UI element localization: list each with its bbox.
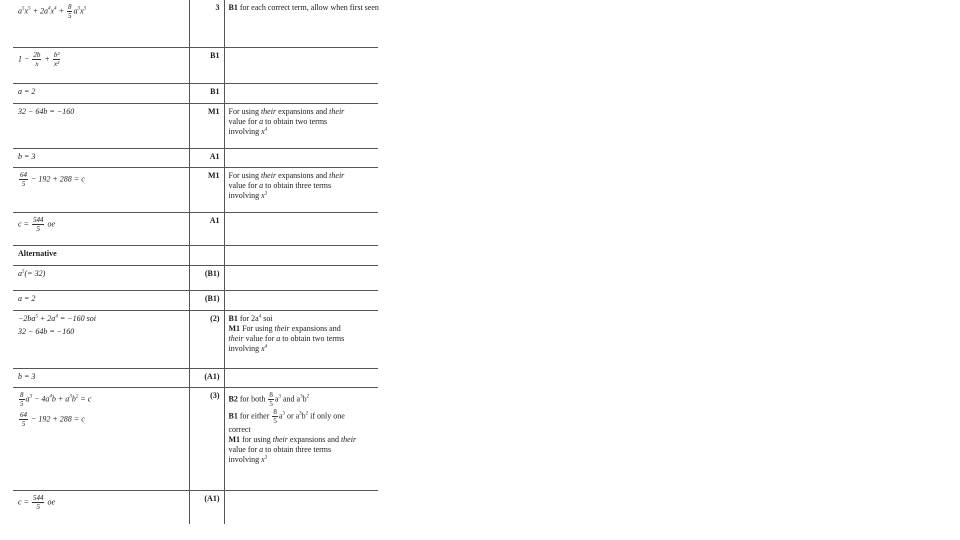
mark-scheme-table <box>13 0 378 524</box>
answer-cell <box>13 148 189 167</box>
mark-cell: M1 <box>189 103 224 148</box>
answer-cell <box>13 387 189 490</box>
answer-cell <box>13 167 189 212</box>
guidance-line: involving $x^3$ <box>228 190 268 200</box>
answer-cell <box>13 368 189 387</box>
mark-cell: B1 <box>189 47 224 83</box>
mark-cell: B1 <box>189 83 224 103</box>
answer-cell <box>13 47 189 83</box>
table-row <box>13 83 378 103</box>
guidance-cell <box>224 148 378 167</box>
table-row <box>13 167 378 212</box>
guidance-cell <box>224 167 378 212</box>
mark-cell: (2) <box>189 310 224 368</box>
table-row <box>13 368 378 387</box>
mark-cell: (B1) <box>189 290 224 310</box>
guidance-cell <box>224 0 378 47</box>
guidance-line: value for a to obtain three terms <box>228 444 332 454</box>
fraction: $\frac{544}{5}$ <box>32 215 44 233</box>
fraction: $\frac{64}{5}$ <box>20 170 27 188</box>
guidance-line: value for a to obtain two terms <box>228 116 328 126</box>
table-row <box>13 387 378 490</box>
mark-cell: A1 <box>189 212 224 245</box>
table-row <box>13 103 378 148</box>
mark-cell: (3) <box>189 387 224 490</box>
fraction: $\frac{8}{5}$ <box>20 390 24 408</box>
answer-cell <box>13 0 189 47</box>
table-row <box>13 212 378 245</box>
guidance-line: For using their expansions and their <box>228 170 345 180</box>
guidance-cell <box>224 265 378 290</box>
guidance-line: M1 for using their expansions and their <box>228 434 357 444</box>
guidance-cell <box>224 310 378 368</box>
answer-line: $a^5(= 32)$ <box>18 268 46 278</box>
guidance-cell <box>224 387 378 490</box>
answer-cell <box>13 310 189 368</box>
guidance-line: involving $x^4$ <box>228 126 268 136</box>
table-row <box>13 490 378 524</box>
guidance-cell <box>224 47 378 83</box>
mark-cell: (A1) <box>189 368 224 387</box>
guidance-cell <box>224 368 378 387</box>
guidance-cell <box>224 290 378 310</box>
answer-line: $a^5x^5 + 2a^4x^4$ + $\frac{8}{5}$ $a^3x^3$ <box>18 3 86 20</box>
answer-line: Alternative <box>18 248 57 258</box>
answer-line: a = 2 <box>18 86 36 96</box>
answer-line: $\frac{64}{5}$ − 192 + 288 = c <box>20 410 85 428</box>
answer-cell <box>13 103 189 148</box>
fraction: $\frac{8}{5}$ <box>67 3 72 20</box>
guidance-cell <box>224 490 378 524</box>
answer-line: $\frac{64}{5}$ − 192 + 288 = c <box>20 170 85 188</box>
mark-scheme <box>13 0 378 524</box>
answer-line: $\frac{8}{5}$ $a^3 - 4a^4b + a^3b^2 = c$ <box>20 390 92 408</box>
guidance-line: B2 for both $\frac{8}{5}$ $a^3$ and $a^3b^2$ <box>228 390 310 408</box>
guidance-line: correct <box>228 424 251 434</box>
table-row <box>13 290 378 310</box>
mark-scheme-body <box>13 0 378 524</box>
answer-line: b = 3 <box>18 151 36 161</box>
answer-cell <box>13 212 189 245</box>
guidance-cell <box>224 103 378 148</box>
mark-cell: (A1) <box>189 490 224 524</box>
answer-cell <box>13 83 189 103</box>
mark-cell <box>189 245 224 265</box>
answer-cell <box>13 290 189 310</box>
mark-cell: A1 <box>189 148 224 167</box>
fraction: $\frac{64}{5}$ <box>20 410 27 428</box>
answer-line: c = $\frac{544}{5}$ oe <box>18 215 56 233</box>
mark-cell: M1 <box>189 167 224 212</box>
mark-cell: (B1) <box>189 265 224 290</box>
fraction: $\frac{8}{5}$ <box>269 390 273 408</box>
guidance-line: M1 For using their expansions and <box>228 323 341 333</box>
table-row <box>13 245 378 265</box>
mark-cell: 3 <box>189 0 224 47</box>
fraction: $\frac{2b}{x}$ <box>33 50 41 68</box>
answer-line: 32 − 64b = −160 <box>18 326 75 336</box>
table-row <box>13 310 378 368</box>
guidance-cell <box>224 245 378 265</box>
guidance-line: value for a to obtain three terms <box>228 180 332 190</box>
guidance-line: involving $x^3$ <box>228 454 268 464</box>
table-row <box>13 265 378 290</box>
answer-line: 1 − $\frac{2b}{x}$ + $\frac{\text{b²}}{\text{x²}}$ <box>18 50 60 68</box>
answer-line: c = $\frac{544}{5}$ oe <box>18 493 56 511</box>
fraction: $\frac{8}{5}$ <box>273 407 277 425</box>
table-row <box>13 47 378 83</box>
answer-line: $-2ba^5 + 2a^4 = -160$ soi <box>18 313 96 323</box>
answer-cell <box>13 245 189 265</box>
answer-line: 32 − 64b = −160 <box>18 106 75 116</box>
guidance-cell <box>224 212 378 245</box>
fraction: $\frac{544}{5}$ <box>32 493 44 511</box>
guidance-line: involving $x^4$ <box>228 343 268 353</box>
answer-line: b = 3 <box>18 371 36 381</box>
table-row <box>13 148 378 167</box>
fraction: $\frac{\text{b²}}{\text{x²}}$ <box>53 50 60 68</box>
guidance-line: B1 for either $\frac{8}{5}$ $a^3$ or $a^3b^2$ if only one <box>228 407 345 425</box>
guidance-line: B1 for $2a^4$ soi <box>228 313 273 323</box>
answer-cell <box>13 265 189 290</box>
table-row <box>13 0 378 47</box>
answer-line: a = 2 <box>18 293 36 303</box>
guidance-line: For using their expansions and their <box>228 106 345 116</box>
guidance-line: B1 for each correct term, allow when first seen <box>228 3 379 12</box>
guidance-line: their value for a to obtain two terms <box>228 333 345 343</box>
guidance-cell <box>224 83 378 103</box>
answer-cell <box>13 490 189 524</box>
